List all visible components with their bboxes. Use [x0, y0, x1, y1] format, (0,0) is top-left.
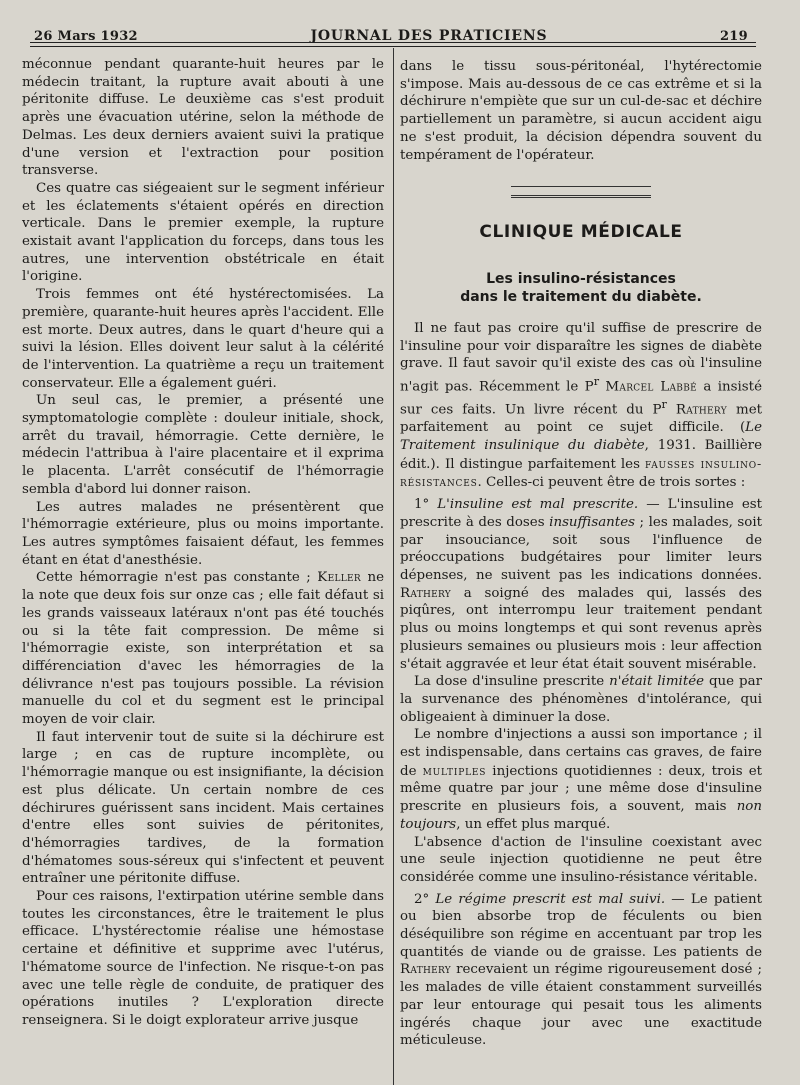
text-run: . Celles-ci peuvent être de trois sortes : [477, 475, 746, 491]
subsection-title: Le régime prescrit est mal suivi. [435, 891, 666, 907]
text-run: ne la note que deux fois sur onze cas ; elle fait défaut si les grands vaisseaux latéraux n'ont pas été touchés ou si la tête fait compression. De même si l'hémorragie existe, son interprétation et sa différenciation d'avec les hémorragies de la délivrance n'est pas toujours possible. La révision manuelle du col et du segment est le principal moyen de voir clair. [22, 570, 384, 728]
author-name: Rathery [675, 402, 727, 418]
text-run: — Le patient ou bien absorbe trop de féculents ou bien déséquilibre son régime en accentuant par trop les quantités de viande ou de graisse. Les patients de [400, 891, 762, 960]
text-run: a soigné des malades qui, lassés des piqûres, ont interrompu leur traitement pendant plus ou moins longtemps et qui sont revenus après plusieurs semaines ou plusieurs mois : leur affection s'était aggravée et leur état était souvent misérable. [400, 585, 762, 672]
text-run: — L'insuline est prescrite à des doses [400, 497, 762, 530]
header-date: 26 Mars 1932 [34, 29, 138, 44]
superscript: r [661, 398, 667, 412]
paragraph: Pour ces raisons, l'extirpation utérine semble dans toutes les circonstances, être le traitement le plus efficace. L'hystérectomie réalise une hémostase certaine et définitive et supprime avec l'utérus, l'hématome source de l'infection. Ne risque-t-on pas avec une telle règle de conduite, de pratiquer des opérations inutiles ? L'exploration directe renseignera. Si le doigt explorateur arrive jusque [22, 889, 384, 1028]
paragraph: Il faut intervenir tout de suite si la déchirure est large ; en cas de rupture incomplète, ou l'hémorragie manque ou est insignifiante, la décision est plus délicate. Un certain nombre de ces déchirures guérissent sans incident. Mais certaines d'entre elles sont suivies de péritonites, d'hémorragies tardives, de la formation d'hématomes sous-séreux qui s'infectent et peuvent entraîner une péritonite diffuse. [22, 729, 384, 887]
subsection-title: L'insuline est mal prescrite. [437, 497, 639, 513]
left-column [22, 56, 384, 1030]
book-title: Le Traitement insulinique du diabète [400, 420, 762, 454]
paragraph [400, 320, 762, 492]
section-ornament-rule [511, 186, 651, 198]
paragraph: méconnue pendant quarante-huit heures par le médecin traitant, la rupture avait abouti à une péritonite diffuse. Le deuxième cas s'est produit après une évacuation utérine, selon la méthode de Delmas. Les deux derniers avaient suivi la pratique d'une version et l'extraction pour position transverse. [22, 57, 384, 179]
article-title [400, 270, 762, 306]
paragraph [22, 569, 384, 728]
page-number: 219 [719, 29, 748, 44]
text-run: ; les malades, soit par insouciance, soit sous l'influence de préoccupations budgétaires pour limiter leurs dépenses, ne suivent pas les indications données. [400, 514, 762, 583]
section-title: CLINIQUE MÉDICALE [479, 222, 683, 243]
text-run: que par la survenance des phénomènes d'intolérance, qui obligeaient à diminuer la dose. [400, 674, 762, 725]
right-column [400, 58, 762, 1050]
emphasis-term: multiples [422, 762, 487, 778]
text-run: Le nombre d'injections a aussi son importance ; il est indispensable, dans certains cas graves, de faire de [400, 727, 762, 779]
paragraph [400, 726, 762, 833]
text-run: Il ne faut pas croire qu'il suffise de prescrire de l'insuline pour voir disparaître les signes de diabète grave. Il faut savoir qu'il existe des cas où l'insuline n'agit pas. Récemment le P [400, 320, 762, 395]
text-run: injections quotidiennes : deux, trois et même quatre par jour ; une même dose d'insuline prescrite en plusieurs fois, a souvent, mais [400, 763, 762, 815]
emphasis: insuffisantes [549, 514, 635, 530]
superscript: r [593, 375, 600, 389]
paragraph: Les autres malades ne présentèrent que l'hémorragie extérieure, plus ou moins importante. Les autres symptômes faisaient défaut, les femmes étant en état d'anesthésie. [22, 499, 384, 568]
text-run: La dose d'insuline prescrite [414, 674, 610, 690]
paragraph: Ces quatre cas siégeaient sur le segment inférieur et les éclatements s'étaient opérés en direction verticale. Dans le premier exemple, la rupture existait avant l'application du forceps, dans tous les autres, une intervention obstétricale en était l'origine. [22, 180, 384, 285]
author-name: Rathery [400, 585, 452, 601]
paragraph [400, 496, 762, 673]
list-number: 1° [414, 497, 438, 513]
paragraph: dans le tissu sous-péritonéal, l'hytérectomie s'impose. Mais au-dessous de ce cas extrême et si la déchirure n'empiète que sur un cul-de-sac et déchire partiellement un paramètre, si aucun accident aigu ne s'est produit, la décision dépendra souvent du tempérament de l'opérateur. [400, 59, 762, 163]
text-run: recevaient un régime rigoureusement dosé ; les malades de ville étaient constamment surveillés par leur entourage qui pesait tous les aliments ingérés chaque jour avec une exactitude méticuleuse. [400, 962, 762, 1049]
text-run: , un effet plus marqué. [456, 816, 611, 832]
column-divider [393, 48, 394, 1085]
author-name: Marcel Labbé [605, 379, 698, 395]
running-header [34, 20, 748, 44]
emphasis-term: fausses insulino-résistances [400, 455, 763, 490]
paragraph: Un seul cas, le premier, a présenté une symptomatologie complète : douleur initiale, shock, arrêt du travail, hémorragie. Cette dernière, le médecin l'attribua à l'aire placentaire et il exprima le placenta. L'arrêt consécutif de l'hémorragie sembla d'abord lui donner raison. [22, 393, 384, 497]
header-rule [30, 42, 756, 47]
paragraph [400, 673, 762, 726]
paragraph [400, 891, 762, 1050]
emphasis: non toujours [400, 799, 762, 832]
emphasis: n'était limitée [609, 674, 705, 690]
text-run: met parfaitement au point ce sujet difficile. ( [400, 402, 763, 436]
article-title-line: Les insulino-résistances [486, 270, 676, 287]
paragraph: Trois femmes ont été hystérectomisées. La première, quarante-huit heures après l'accident. Elle est morte. Deux autres, dans le quart d'heure qui a suivi la lésion. Elles doivent leur salut à la célérité de l'intervention. La quatrième a reçu un traitement conservateur. Elle a également guéri. [22, 287, 384, 391]
journal-title: JOURNAL DES PRATICIENS [310, 28, 548, 44]
text-run: , 1931. Baillière édit.). Il distingue parfaitement les [400, 438, 762, 472]
list-number: 2° [414, 891, 436, 907]
author-name: Keller [317, 570, 361, 586]
text-run: a insisté sur ces faits. Un livre récent du P [400, 379, 762, 418]
article-title-line: dans le traitement du diabète. [460, 288, 702, 305]
author-name: Rathery [400, 962, 452, 978]
paragraph: L'absence d'action de l'insuline coexistant avec une seule injection quotidienne ne peut être considérée comme une insulino-résistance véritable. [400, 834, 762, 885]
text-run: Cette hémorragie n'est pas constante ; [36, 570, 318, 586]
